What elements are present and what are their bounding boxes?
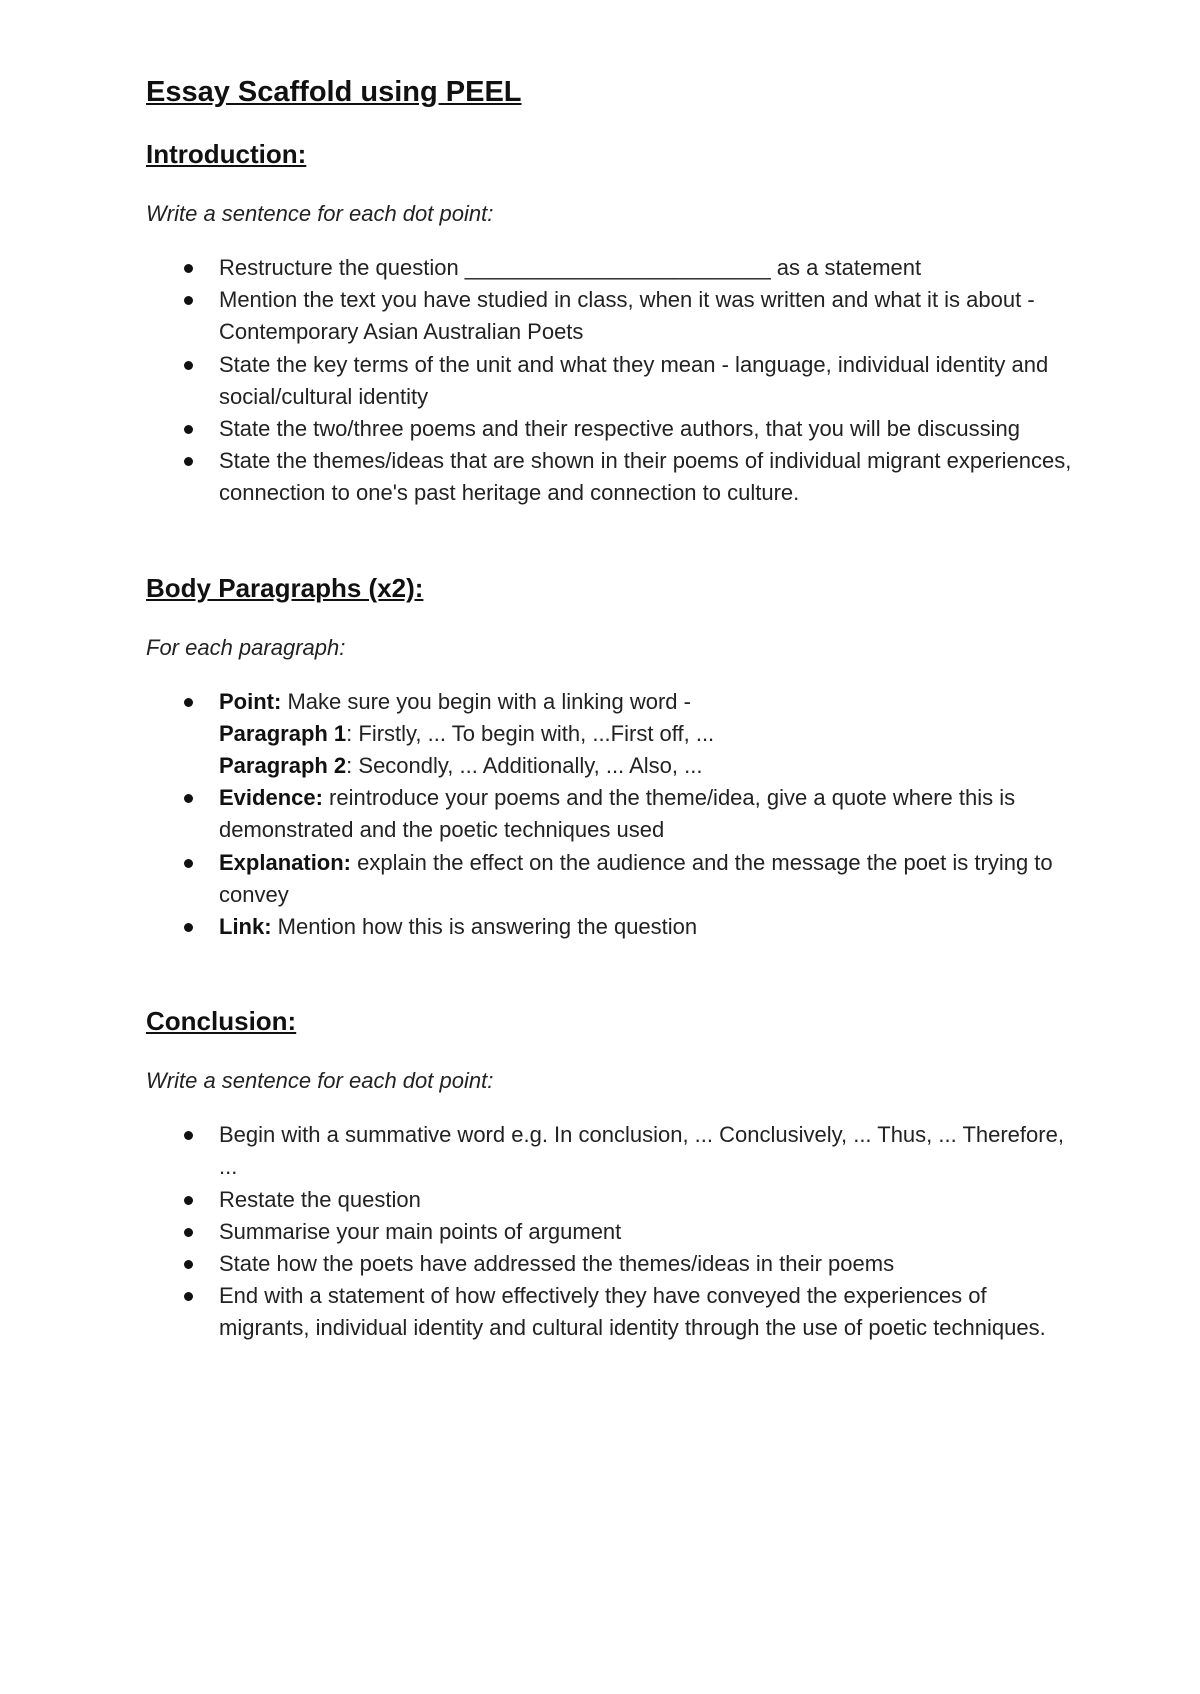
list-item: State the themes/ideas that are shown in their poems of individual migrant experiences, connection to one's past heritage and connection to culture. xyxy=(146,445,1076,509)
peel-link-item xyxy=(146,911,1076,943)
body-paragraphs-heading: Body Paragraphs (x2): xyxy=(146,572,424,603)
body-paragraphs-section xyxy=(146,566,1076,944)
explanation-label: Explanation: xyxy=(219,849,352,875)
list-item: Mention the text you have studied in class, when it was written and what it is about - Contemporary Asian Australian Poets xyxy=(146,284,1076,348)
peel-explanation-item xyxy=(146,847,1076,911)
link-text: Mention how this is answering the question xyxy=(271,914,698,940)
paragraph-2-label: Paragraph 2 xyxy=(219,753,347,779)
link-label: Link: xyxy=(219,914,272,940)
explanation-text: explain the effect on the audience and the message the poet is trying to convey xyxy=(219,849,1053,907)
conclusion-section xyxy=(146,999,1076,1344)
list-item: Restate the question xyxy=(146,1184,1076,1216)
list-item: End with a statement of how effectively they have conveyed the experiences of migrants, individual identity and cultural identity through the use of poetic techniques. xyxy=(146,1280,1076,1344)
introduction-section xyxy=(146,132,1076,510)
list-item: Restructure the question _________________________ as a statement xyxy=(146,252,1076,284)
evidence-label: Evidence: xyxy=(219,785,323,811)
body-paragraphs-instruction: For each paragraph: xyxy=(146,634,346,660)
peel-evidence-item xyxy=(146,782,1076,846)
introduction-list xyxy=(146,252,1076,510)
list-item: Summarise your main points of argument xyxy=(146,1216,1076,1248)
list-item: State the two/three poems and their respective authors, that you will be discussing xyxy=(146,413,1076,445)
point-label: Point: xyxy=(219,688,282,714)
paragraph-2-text: : Secondly, ... Additionally, ... Also, ... xyxy=(346,753,703,779)
list-item: State the key terms of the unit and what they mean - language, individual identity and social/cultural identity xyxy=(146,349,1076,413)
peel-point-item xyxy=(146,686,1076,783)
paragraph-1-text: : Firstly, ... To begin with, ...First off, ... xyxy=(346,720,715,746)
peel-list xyxy=(146,686,1076,944)
list-item: Begin with a summative word e.g. In conclusion, ... Conclusively, ... Thus, ... Therefore, ... xyxy=(146,1119,1076,1183)
conclusion-instruction: Write a sentence for each dot point: xyxy=(146,1068,494,1094)
paragraph-1-label: Paragraph 1 xyxy=(219,720,347,746)
point-text: Make sure you begin with a linking word - xyxy=(281,688,691,714)
introduction-instruction: Write a sentence for each dot point: xyxy=(146,201,494,226)
introduction-heading: Introduction: xyxy=(146,139,307,169)
list-item: State how the poets have addressed the themes/ideas in their poems xyxy=(146,1248,1076,1280)
document-page xyxy=(146,68,1076,1345)
evidence-text: reintroduce your poems and the theme/idea, give a quote where this is demonstrated and the poetic techniques used xyxy=(219,785,1016,843)
document-title: Essay Scaffold using PEEL xyxy=(146,76,522,108)
conclusion-heading: Conclusion: xyxy=(146,1006,297,1037)
conclusion-list xyxy=(146,1119,1076,1344)
